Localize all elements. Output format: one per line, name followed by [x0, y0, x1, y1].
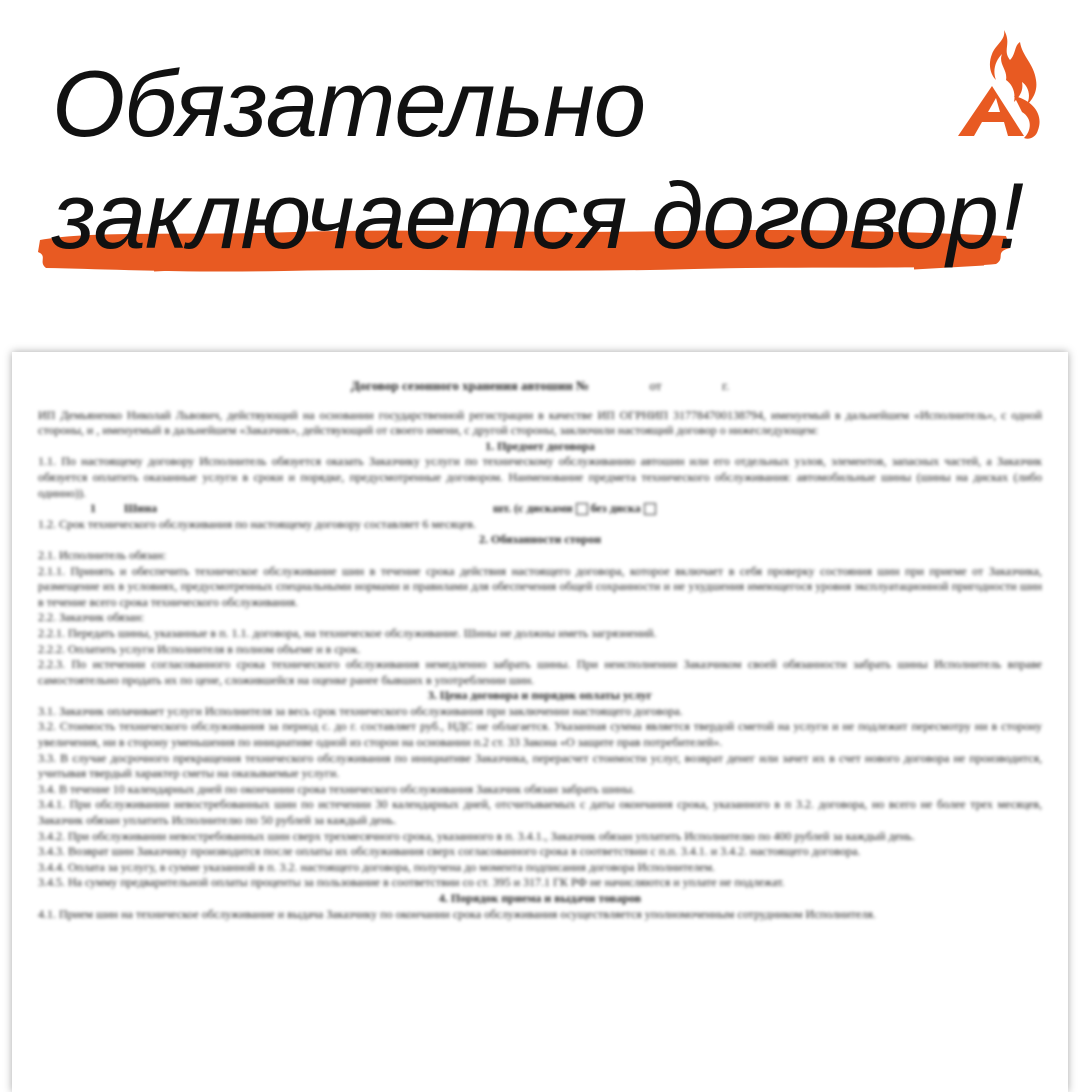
section-paragraph: 3.2. Стоимость технического обслуживания за период с. до г. составляет руб., НДС не облагается. Указанная сумма является твердой сметой на услуги и не подлежит пересмотру ни в сторону увеличения, ни в сторону уменьшения по инициативе одной из сторон на основании п.2 ст. 33 Закона «О защите прав потребителей».	[38, 719, 1042, 750]
section-paragraph: 2.2.1. Передать шины, указанные в п. 1.1. договора, на техническое обслуживание. Шины не должны иметь загрязнений.	[38, 625, 657, 640]
section-paragraph: 2.1. Исполнитель обязан:	[38, 547, 167, 562]
section-paragraph: 2.2.3. По истечении согласованного срока технического обслуживания немедленно забрать шины. При неисполнении Заказчиком своей обязанности забрать шины Исполнитель вправе самостоятельно продать их по цене, сложившейся на оценке ранее бывших в употреблении шин.	[38, 657, 1042, 687]
checkbox-with-disks	[576, 503, 588, 515]
document-title	[38, 378, 1042, 394]
tire-row-num: 1	[90, 501, 96, 516]
contract-document	[12, 352, 1068, 1092]
section-paragraph: 2.2.2. Оплатить услуги Исполнителя в полном объеме и в срок.	[38, 641, 361, 656]
tire-row-opt2: без диска	[590, 501, 641, 516]
section-paragraph: 3.4.1. При обслуживании невостребованных шин по истечении 30 календарных дней, отсчитываемых с даты окончания срока, указанного в п 3.2. договора, но всего не более трех месяцев, Заказчик обязан уплатить Исполнителю по 50 рублей за каждый день.	[38, 797, 1042, 828]
section-paragraph: 3.4. В течение 10 календарных дней по окончании срока технического обслуживания Заказчик обязан забрать шины.	[38, 781, 636, 796]
headline-line-2: заключается договор!	[52, 163, 1023, 268]
section-heading: 2. Обязанности сторон	[479, 532, 601, 547]
section-paragraph: 1.1. По настоящему договору Исполнитель обязуется оказать Заказчику услуги по техническому обслуживанию автошин или его отдельных узлов, элементов, запасных частей, а Заказчик обязуется оплатить оказанные услуги в сроки и порядке, предусмотренные договором. Наименование предмета технического обслуживания: автомобильные шины (шины на дисках (либо одинно)).	[38, 454, 1042, 500]
document-title-ot: от	[649, 378, 662, 393]
section-paragraph: 3.4.5. На сумму предварительной оплаты проценты за пользование в соответствии со ст. 395 и 317.1 ГК РФ не начисляются и уплате не подлежат.	[38, 875, 785, 890]
section-heading: 3. Цена договора и порядок оплаты услуг	[427, 688, 653, 703]
checkbox-without-disk	[644, 503, 656, 515]
section-paragraph: 3.4.4. Оплата за услугу, в сумме указанной в п. 3.2. настоящего договора, получена до момента подписания договора Исполнителем.	[38, 859, 716, 874]
contract-document-body	[12, 352, 1068, 922]
headline	[52, 48, 1023, 272]
document-intro: ИП Демьяненко Николай Львович, действующий на основании государственной регистрации в качестве ИП ОГРНИП 317784700138794, именуемый в дальнейшем «Исполнитель», с одной стороны, и , именуемый в дальнейшем «Заказчик», действующий от своего имени, с другой стороны, заключили настоящий договор о нижеследующем:	[38, 407, 1042, 438]
section-heading: 4. Порядок приема и выдачи товаров	[438, 891, 642, 905]
section-paragraph: 2.1.1. Принять и обеспечить техническое обслуживание шин в течение срока действия настоящего договора, которое включает в себя проверку состояния шин при приеме от Заказчика, размещение их в условиях, предусмотренных специальными нормами и правилами для обеспечения общей сохранности и не ухудшения имеющегося уровня эксплуатационной пригодности шин в течение всего срока технического обслуживания.	[38, 563, 1042, 609]
section-paragraph: 1.2. Срок технического обслуживания по настоящему договору составляет 6 месяцев.	[38, 516, 477, 531]
document-title-text: Договор сезонного хранения автошин №	[350, 378, 590, 393]
section-paragraph: 4.1. Прием шин на техническое обслуживание и выдача Заказчику по окончании срока обслуживания осуществляется уполномоченным сотрудником Исполнителя.	[38, 906, 876, 921]
tire-row	[38, 501, 1042, 517]
tire-row-label: Шина	[124, 501, 158, 516]
section-paragraph: 3.4.3. Возврат шин Заказчику производится после оплаты их обслуживания сверх согласованного срока в соответствии с п.п. 3.4.1. и 3.4.2. настоящего договора.	[38, 844, 861, 859]
tire-row-qty: шт. (с дисками	[493, 501, 573, 516]
flame-a-logo-icon	[952, 26, 1052, 142]
headline-line-1: Обязательно	[52, 51, 645, 156]
section-paragraph: 3.1. Заказчик оплачивает услуги Исполнителя за весь срок технического обслуживания при заключении настоящего договора.	[38, 703, 683, 718]
section-heading: 1. Предмет договора	[485, 438, 595, 453]
section-paragraph: 3.3. В случае досрочного прекращения технического обслуживания по инициативе Заказчика, перерасчет стоимости услуг, возврат денег или зачет их в счет нового договора не производится, учитывая твердый характер сметы на оказываемые услуги.	[38, 750, 1042, 781]
document-title-g: г.	[722, 378, 730, 393]
section-paragraph: 3.4.2. При обслуживании невостребованных шин сверх трехмесячного срока, указанного в п. 3.4.1., Заказчик обязан уплатить Исполнителю по 400 рублей за каждый день.	[38, 828, 915, 843]
section-paragraph: 2.2. Заказчик обязан:	[38, 610, 145, 625]
